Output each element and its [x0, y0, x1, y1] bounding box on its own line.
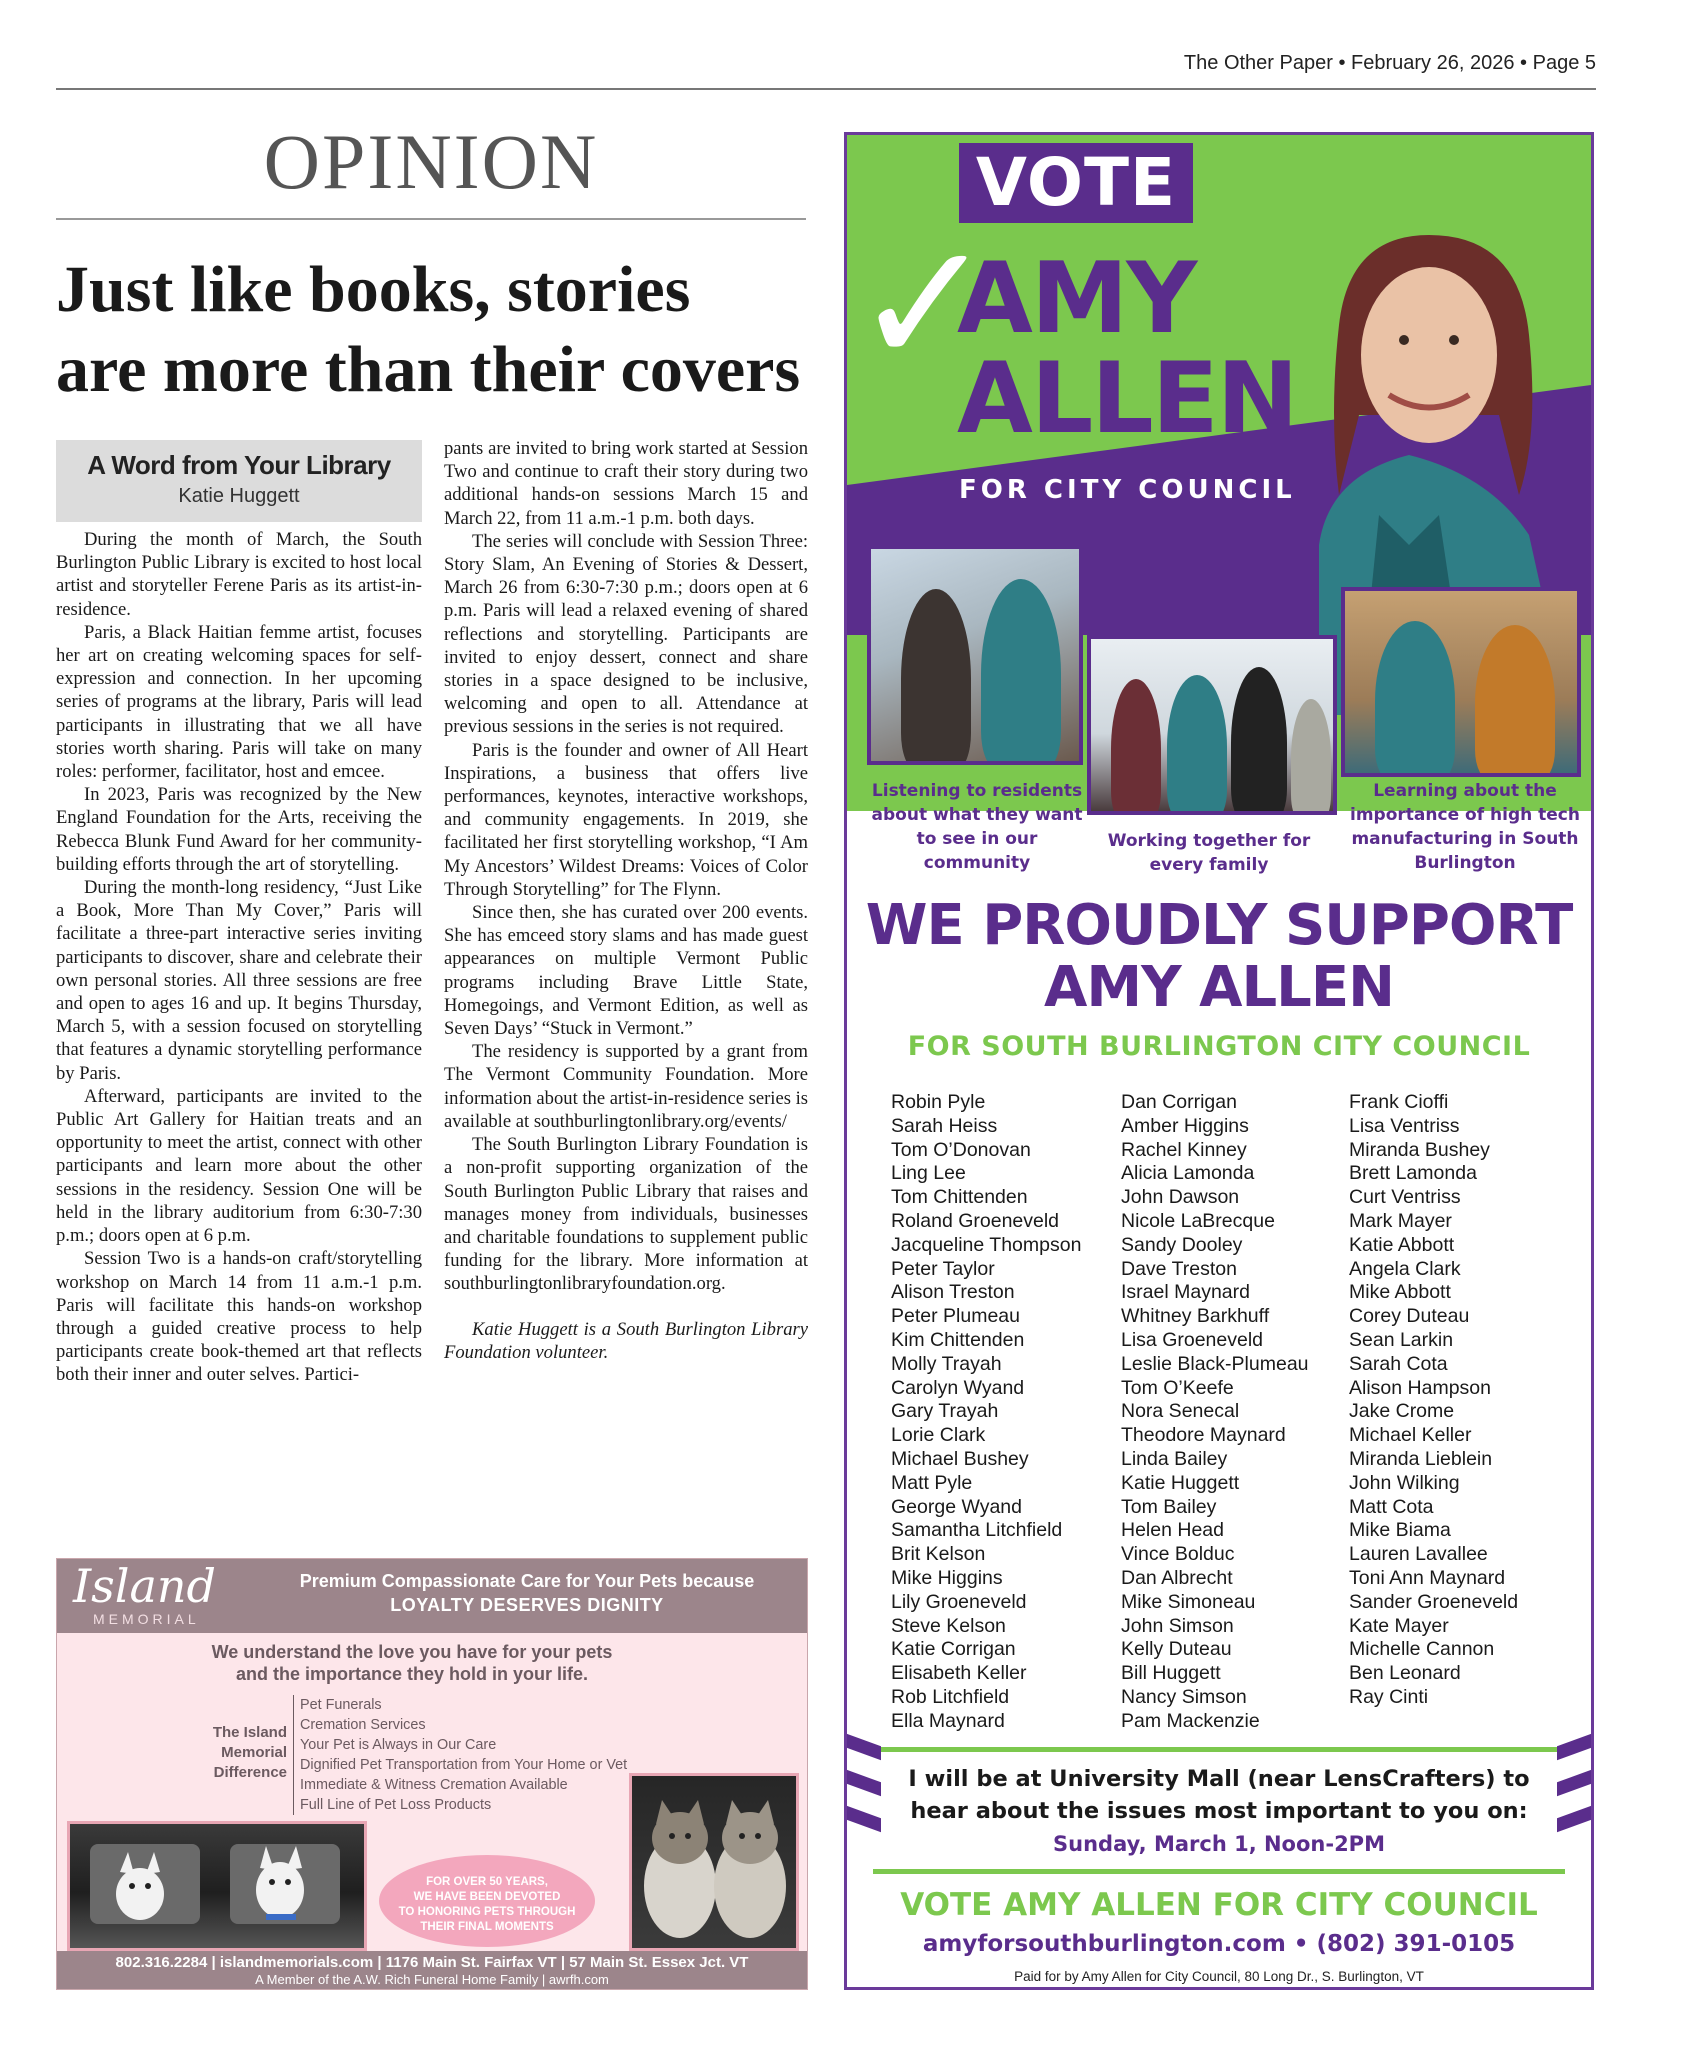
supporters-list-2	[1121, 1091, 1309, 1734]
paragraph: Paris, a Black Haitian femme artist, focuses her art on creating welcoming spaces for self-expression and connection. In her upcoming series of programs at the library, Paris will lead participants in illustrating that we all have stories worth sharing. Paris will take on many roles: performer, facilitator, host and emcee.	[56, 621, 422, 783]
supporter-name: Ben Leonard	[1349, 1662, 1461, 1685]
supporter-name: Jacqueline Thompson	[891, 1233, 1082, 1256]
supporter-name: Roland Groeneveld	[891, 1209, 1060, 1232]
fifty-years-badge	[379, 1855, 595, 1947]
event-text: hear about the issues most important to you on:	[910, 1798, 1528, 1824]
dogs-illustration	[70, 1824, 364, 1948]
photo-family	[1087, 635, 1337, 815]
supporter-name: Frank Cioffi	[1349, 1091, 1449, 1113]
supporter-name: Alicia Lamonda	[1121, 1162, 1255, 1185]
green-divider	[873, 1747, 1565, 1752]
supporter-name: Lisa Groeneveld	[1121, 1328, 1264, 1351]
difference-label-line: Difference	[213, 1764, 287, 1781]
pet-ad-member: A Member of the A.W. Rich Funeral Home Family | awrfh.com	[255, 1972, 609, 1987]
supporter-name: Elisabeth Keller	[891, 1662, 1027, 1685]
service-item: Immediate & Witness Cremation Available	[300, 1777, 568, 1793]
paragraph: The residency is supported by a grant from The Vermont Community Foundation. More information about the artist-in-residence series is available at southburlingtonlibrary.org/events/	[444, 1041, 809, 1132]
tagline-line: and the importance they hold in your life.	[235, 1664, 589, 1684]
island-logo-sub: MEMORIAL	[93, 1611, 200, 1627]
column-name: A Word from Your Library	[87, 450, 391, 480]
supporter-name: Sarah Heiss	[891, 1114, 998, 1137]
supporter-name: Linda Bailey	[1121, 1447, 1228, 1470]
candidate-last-name: ALLEN	[957, 342, 1297, 456]
supporter-name: Tom Bailey	[1121, 1495, 1217, 1518]
service-item: Pet Funerals	[300, 1697, 382, 1713]
tagline-line: We understand the love you have for your pets	[211, 1642, 613, 1662]
supporter-name: Miranda Bushey	[1349, 1138, 1490, 1161]
service-item: Dignified Pet Transportation from Your Home or Vet	[300, 1757, 628, 1773]
supporter-name: Mike Biama	[1349, 1519, 1451, 1542]
pet-ad-contact: 802.316.2284 | islandmemorials.com | 1176 Main St. Fairfax VT | 57 Main St. Essex Jct. VT	[115, 1954, 749, 1971]
supporter-name: Matt Cota	[1349, 1495, 1434, 1518]
candidate-first-name: AMY	[957, 242, 1196, 356]
chevron-decoration	[844, 1732, 881, 1761]
supporter-name: Brett Lamonda	[1349, 1162, 1477, 1185]
office-label: FOR CITY COUNCIL	[959, 475, 1296, 505]
supporter-name: Corey Duteau	[1349, 1305, 1470, 1328]
chevron-decoration	[1557, 1732, 1594, 1761]
supporter-name: George Wyand	[891, 1495, 1022, 1518]
pet-ad-headline: Premium Compassionate Care for Your Pets because	[299, 1571, 755, 1591]
supporter-name: Kelly Duteau	[1121, 1638, 1232, 1661]
service-item: Full Line of Pet Loss Products	[300, 1797, 492, 1813]
supporter-name: Peter Plumeau	[891, 1305, 1020, 1328]
badge-line: THEIR FINAL MOMENTS	[420, 1921, 554, 1933]
supporter-name: Tom O’Keefe	[1121, 1376, 1234, 1399]
paper-name: The Other Paper	[1183, 52, 1333, 74]
supporter-name: Curt Ventriss	[1349, 1186, 1461, 1209]
checkmark-icon: ✓	[853, 206, 996, 404]
cats-illustration	[632, 1776, 796, 1948]
supporter-name: John Wilking	[1349, 1471, 1460, 1494]
supporter-name: Jake Crome	[1349, 1400, 1455, 1423]
supporter-name: Amber Higgins	[1121, 1114, 1249, 1137]
paragraph: During the month-long residency, “Just Like a Book, More Than My Cover,” Paris will facilitate a three-part interactive series inviting participants to discover, share and celebrate their own personal stories. All three sessions are free and open to ages 16 and up. It begins Thursday, March 5, with a session focused on storytelling that features a dynamic storytelling performance by Paris.	[56, 877, 422, 1084]
supporter-name: Alison Treston	[891, 1281, 1015, 1304]
supporter-name: Steve Kelson	[891, 1614, 1006, 1637]
supporter-name: Dan Corrigan	[1121, 1091, 1237, 1113]
pet-ad-headline: LOYALTY DESERVES DIGNITY	[390, 1595, 664, 1615]
page-number: Page 5	[1532, 52, 1596, 74]
separator: •	[1338, 52, 1346, 74]
supporter-name: Michelle Cannon	[1349, 1638, 1495, 1661]
event-date: Sunday, March 1, Noon-2PM	[1053, 1832, 1385, 1856]
paragraph: The series will conclude with Session Three: Story Slam, An Evening of Stories & Dessert, March 26 from 6:30-7:30 p.m.; doors open at 6 p.m. Paris will lead a relaxed evening of shared reflections and storytelling. Participants are invited to enjoy dessert, connect and share stories in a space designed to be inclusive, welcoming and open to all. Attendance at previous sessions in the series is not required.	[444, 530, 808, 738]
vote-footer-slogan: VOTE AMY ALLEN FOR CITY COUNCIL	[900, 1887, 1538, 1923]
supporter-name: Theodore Maynard	[1121, 1424, 1286, 1447]
paragraph: Afterward, participants are invited to the Public Art Gallery for Haitian treats and an opportunity to meet the artist, connect with other participants and learn more about the other sessions in the residency. Session One will be held in the library auditorium from 6:30-7:30 p.m.; doors open at 6 p.m.	[56, 1085, 422, 1247]
section-title: OPINION	[263, 118, 599, 205]
supporter-name: Lorie Clark	[891, 1424, 986, 1447]
section-header	[56, 112, 806, 220]
difference-label	[177, 1723, 287, 1783]
paragraph: In 2023, Paris was recognized by the New England Foundation for the Arts, receiving the Rebecca Blunk Fund Award for her community-building efforts through the art of storytelling.	[56, 784, 422, 875]
pet-ad-tagline	[187, 1641, 637, 1685]
supporter-name: Angela Clark	[1349, 1257, 1461, 1280]
supporter-name: Israel Maynard	[1121, 1281, 1250, 1304]
service-item: Cremation Services	[300, 1717, 426, 1733]
masthead-text	[1184, 52, 1596, 75]
supporter-name: Samantha Litchfield	[891, 1519, 1063, 1542]
supporter-name: Vince Bolduc	[1121, 1543, 1235, 1566]
article-headline	[56, 250, 816, 410]
difference-label-line: Memorial	[221, 1744, 287, 1761]
supporter-name: Pam Mackenzie	[1121, 1709, 1260, 1732]
supporter-name: Tom O’Donovan	[891, 1138, 1031, 1161]
supporter-name: John Dawson	[1121, 1186, 1240, 1209]
person-figure	[1167, 675, 1227, 815]
supporter-name: Carolyn Wyand	[891, 1376, 1025, 1399]
supporter-name: Michael Keller	[1349, 1424, 1472, 1447]
supporter-name: Katie Abbott	[1349, 1233, 1455, 1256]
supporter-name: Katie Corrigan	[891, 1638, 1016, 1661]
pet-ad-footer	[57, 1951, 807, 1989]
headline-line: are more than their covers	[56, 333, 801, 406]
supporter-name: Sarah Cota	[1349, 1352, 1448, 1375]
paragraph: The South Burlington Library Foundation is a non-profit supporting organization of the South Burlington Public Library that raises and manages money from individuals, businesses and charitable foundations to supplement public funding for the library. More information at southburlingtonlibraryfoundation.org.	[444, 1134, 808, 1295]
support-headline: AMY ALLEN	[1044, 955, 1394, 1020]
headline-line: Just like books, stories	[56, 253, 691, 326]
supporter-name: Robin Pyle	[891, 1091, 986, 1113]
campaign-contact: amyforsouthburlington.com • (802) 391-0105	[922, 1931, 1516, 1957]
paragraph: During the month of March, the South Burlington Public Library is excited to host local artist and storyteller Ferene Paris as its artist-in-residence.	[56, 529, 422, 620]
supporter-name: Michael Bushey	[891, 1447, 1029, 1470]
supporter-name: Brit Kelson	[891, 1543, 986, 1566]
separator: •	[1520, 52, 1528, 74]
badge-line: FOR OVER 50 YEARS,	[426, 1876, 548, 1888]
pet-ad-banner	[57, 1559, 807, 1633]
island-logo: Island	[73, 1559, 216, 1613]
article-column-1	[56, 528, 422, 1387]
supporter-name: Toni Ann Maynard	[1349, 1566, 1506, 1589]
badge-line: WE HAVE BEEN DEVOTED	[413, 1891, 561, 1903]
event-text: I will be at University Mall (near LensCrafters) to	[908, 1766, 1530, 1792]
supporter-name: Molly Trayah	[891, 1352, 1002, 1375]
supporter-name: Sander Groeneveld	[1349, 1590, 1519, 1613]
services-list	[293, 1695, 627, 1815]
author-credit: Katie Huggett is a South Burlington Library Foundation volunteer.	[444, 1318, 808, 1363]
supporter-name: Matt Pyle	[891, 1471, 973, 1494]
supporter-name: Dave Treston	[1121, 1257, 1237, 1280]
supporter-name: Katie Huggett	[1121, 1471, 1240, 1494]
supporter-name: John Simson	[1121, 1614, 1234, 1637]
amy-allen-campaign-ad	[844, 132, 1594, 1990]
author-name: Katie Huggett	[178, 485, 300, 507]
supporter-name: Mark Mayer	[1349, 1209, 1452, 1232]
paragraph: Since then, she has curated over 200 events. She has emceed story slams and has made guest appearances on multiple Vermont Public programs including Brave Little State, Homegoings, and Vermont Edition, as well as Seven Days’ “Stuck in Vermont.”	[444, 902, 808, 1040]
supporter-name: Sandy Dooley	[1121, 1233, 1243, 1256]
supporter-name: Whitney Barkhuff	[1121, 1305, 1270, 1328]
support-headline: WE PROUDLY SUPPORT	[865, 893, 1573, 958]
photo-caption: Learning about the importance of high tech manufacturing in South Burlington	[1350, 781, 1580, 873]
photo-caption: Working together for every family	[1107, 831, 1311, 875]
supporter-name: Leslie Black-Plumeau	[1121, 1352, 1309, 1375]
paragraph: Session Two is a hands-on craft/storytelling workshop on March 14 from 11 a.m.-1 p.m. Paris will facilitate this hands-on workshop through a guided creative process to help participants create book-themed art that reflects both their inner and outer selves. Partici-	[56, 1248, 422, 1386]
supporter-name: Rob Litchfield	[891, 1685, 1010, 1708]
supporter-name: Lauren Lavallee	[1349, 1543, 1488, 1566]
cats-photo	[629, 1773, 799, 1951]
supporter-name: Gary Trayah	[891, 1400, 999, 1423]
supporter-name: Mike Higgins	[891, 1566, 1003, 1589]
supporter-name: Bill Huggett	[1121, 1662, 1221, 1685]
photo-manufacturing	[1341, 587, 1581, 777]
person-figure	[981, 579, 1061, 765]
supporter-name: Nicole LaBrecque	[1121, 1209, 1275, 1232]
person-figure	[1111, 679, 1161, 815]
supporter-name: Ling Lee	[891, 1162, 966, 1185]
difference-label-line: The Island	[212, 1724, 287, 1741]
supporter-name: Nancy Simson	[1121, 1685, 1247, 1708]
person-figure	[901, 589, 971, 765]
supporter-name: Mike Simoneau	[1121, 1590, 1256, 1613]
person-figure	[1475, 625, 1555, 777]
supporter-name: Sean Larkin	[1349, 1328, 1454, 1351]
supporter-name: Tom Chittenden	[891, 1186, 1028, 1209]
supporter-name: Dan Albrecht	[1121, 1566, 1233, 1589]
paragraph: pants are invited to bring work started at Session Two and continue to craft their story during two additional hands-on sessions March 15 and March 22, from 11 a.m.-1 p.m. both days.	[444, 438, 808, 529]
green-divider	[873, 1869, 1565, 1874]
island-memorial-ad	[56, 1558, 808, 1990]
supporter-name: Ray Cinti	[1349, 1685, 1429, 1708]
supporter-name: Peter Taylor	[891, 1257, 995, 1280]
supporter-name: Helen Head	[1121, 1519, 1224, 1542]
article-column-2	[444, 437, 808, 1364]
supporter-name: Lisa Ventriss	[1349, 1114, 1460, 1137]
supporter-name: Nora Senecal	[1121, 1400, 1240, 1423]
support-subheadline: FOR SOUTH BURLINGTON CITY COUNCIL	[907, 1031, 1531, 1062]
supporter-name: Lily Groeneveld	[891, 1590, 1027, 1613]
issue-date: February 26, 2026	[1351, 52, 1515, 74]
photo-listening	[867, 545, 1083, 765]
paragraph: Paris is the founder and owner of All Heart Inspirations, a business that offers live performances, keynotes, interactive workshops, and community engagements. In 2019, she facilitated her first storytelling workshop, “I Am My Ancestors’ Wildest Dreams: Voices of Color Through Storytelling” for The Flynn.	[444, 739, 808, 900]
person-figure	[1375, 621, 1455, 777]
supporter-name: Kate Mayer	[1349, 1614, 1449, 1637]
dogs-in-car-photo	[67, 1821, 367, 1951]
supporter-name: Kim Chittenden	[891, 1328, 1025, 1351]
vote-word: VOTE	[975, 144, 1177, 221]
supporter-name: Ella Maynard	[891, 1709, 1005, 1732]
supporters-list-3	[1349, 1091, 1518, 1710]
badge-line: TO HONORING PETS THROUGH	[398, 1906, 576, 1918]
supporter-name: Mike Abbott	[1349, 1281, 1451, 1304]
photo-caption: Listening to residents about what they want to see in our community	[871, 781, 1083, 873]
person-figure	[1231, 667, 1287, 815]
service-item: Your Pet is Always in Our Care	[300, 1737, 497, 1753]
person-figure	[1291, 699, 1331, 815]
supporter-name: Miranda Lieblein	[1349, 1447, 1493, 1470]
byline-box	[56, 440, 422, 522]
supporter-name: Rachel Kinney	[1121, 1138, 1247, 1161]
paid-for-disclaimer: Paid for by Amy Allen for City Council, 80 Long Dr., S. Burlington, VT	[1014, 1969, 1424, 1984]
masthead	[56, 48, 1596, 90]
supporter-name: Alison Hampson	[1349, 1376, 1491, 1399]
supporters-list-1	[891, 1091, 1081, 1734]
